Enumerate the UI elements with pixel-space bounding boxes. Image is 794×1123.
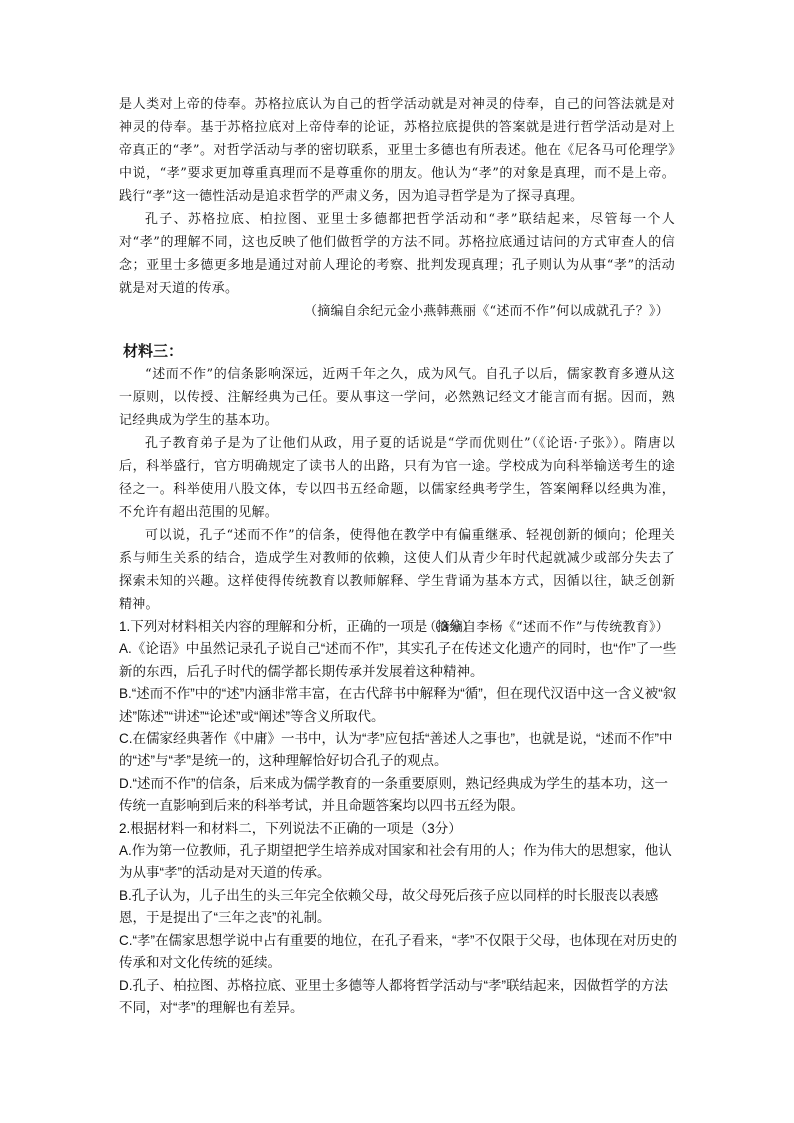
paragraph: 孔子、苏格拉底、柏拉图、亚里士多德都把哲学活动和“孝”联结起来，尽管每一个人对“孝”的理解不同，这也反映了他们做哲学的方法不同。苏格拉底通过诘问的方式审查人的信念；亚里士多德更多地是通过对前人理论的考察、批判发现真理；孔子则认为从事“孝”的活动就是对天道的传承。 [119,212,675,296]
option-d[interactable]: D.“述而不作”的信条，后来成为儒学教育的一条重要原则，熟记经典成为学生的基本功，这一传统一直影响到后来的科举考试，并且命题答案均以四书五经为限。 [119,775,668,814]
option-a[interactable]: A.作为第一位教师，孔子期望把学生培养成对国家和社会有用的人；作为伟大的思想家，他认为从事“孝”的活动是对天道的传承。 [119,843,672,881]
question-2 [119,818,679,1020]
paragraph: 孔子教育弟子是为了让他们从政，用子夏的话说是“学而优则仕”（《论语·子张》）。隋唐以后，科举盛行，官方明确规定了读书人的出路，只有为官一途。学校成为向科举输送考生的途径之一。科举使用八股文体，专以四书五经命题，以儒家经典考学生，答案阐释以经典为准，不允许有超出范围的见解。 [119,436,675,520]
option-c[interactable]: C.“孝”在儒家思想学说中占有重要的地位，在孔子看来，“孝”不仅限于父母，也体现在对历史的传承和对文化传统的延续。 [119,932,677,971]
option-d[interactable]: D.孔子、柏拉图、苏格拉底、亚里士多德等人都将哲学活动与“孝”联结起来，因做哲学的方法不同，对“孝”的理解也有差异。 [119,977,668,1015]
source-citation: （摘编自李杨《“述而不作”与传统教育》） [423,620,669,635]
paragraph: 可以说，孔子“述而不作”的信条，使得他在教学中有偏重继承、轻视创新的倾向；伦理关系与师生关系的结合，造成学生对教师的依赖，这使人们从青少年时代起就减少或部分失去了探索未知的兴趣。这样使得传统教育以教师解释、学生背诵为基本方式，因循以往，缺乏创新精神。 [119,528,675,612]
option-b[interactable]: B.“述而不作”中的“述”内涵非常丰富，在古代辞书中解释为“循”，但在现代汉语中这一含义被“叙述”陈述”“讲述”“论述”或“阐述”等含义所取代。 [119,686,677,724]
section-heading: 材料三： [123,342,184,360]
question-stem: 1.下列对材料相关内容的理解和分析，正确的一项是（3分） [119,619,476,634]
question-stem: 2.根据材料一和材料二，下列说法不正确的一项是（3分） [119,820,462,836]
option-a[interactable]: A.《论语》中虽然记录孔子说自己“述而不作”，其实孔子在传述文化遗产的同时，也“作”了一些新的东西，后孔子时代的儒学都长期传承并发展着这种精神。 [119,641,677,679]
material2-continuation [119,93,675,323]
option-c[interactable]: C.在儒家经典著作《中庸》一书中，认为“孝”应包括“善述人之事也”，也就是说，“述而不作”中的“述”与“孝”是统一的，这种理解恰好切合孔子的观点。 [119,731,673,769]
question-1 [119,616,679,818]
paragraph: 是人类对上帝的侍奉。苏格拉底认为自己的哲学活动就是对神灵的侍奉，自己的问答法就是对神灵的侍奉。基于苏格拉底对上帝侍奉的论证，苏格拉底提供的答案就是进行哲学活动是对上帝真正的“孝”。对哲学活动与孝的密切联系，亚里士多德也有所表述。他在《尼各马可伦理学》中说，“孝”要求更加尊重真理而不是尊重你的朋友。他认为“孝”的对象是真理，而不是上帝。践行“孝”这一德性活动是追求哲学的严肃义务，因为追寻哲学是为了探寻真理。 [119,97,675,204]
questions-section [119,616,679,1019]
source-citation: （摘编自余纪元金小燕韩燕丽《“述而不作”何以成就孔子？》） [303,304,669,319]
paragraph: “述而不作”的信条影响深远，近两千年之久，成为风气。自孔子以后，儒家教育多遵从这一原则，以传授、注解经典为己任。要从事这一学问，必然熟记经文才能言而有据。因而，熟记经典成为学生的基本功。 [119,367,675,428]
material3-section [119,337,675,639]
option-b[interactable]: B.孔子认为，儿子出生的头三年完全依赖父母，故父母死后孩子应以同样的时长服丧以表感恩，于是提出了“三年之丧”的礼制。 [119,887,659,926]
